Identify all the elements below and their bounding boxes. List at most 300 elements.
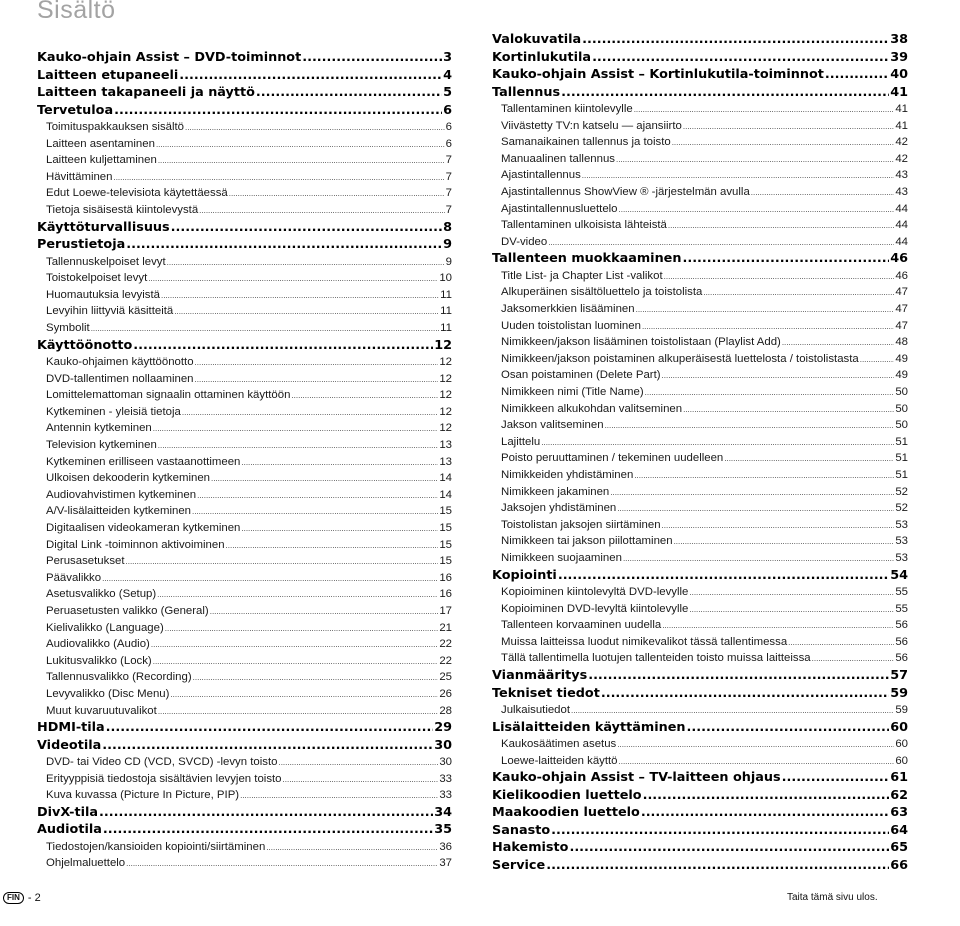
toc-entry-title: Toistokelpoiset levyt xyxy=(46,272,148,285)
toc-dot-leader xyxy=(617,737,894,753)
toc-entry-title: Digitaalisen videokameran kytkeminen xyxy=(46,521,241,534)
toc-entry-title: Kielivalikko (Language) xyxy=(46,621,164,634)
toc-section-entry xyxy=(37,354,452,371)
toc-dot-leader xyxy=(689,602,894,618)
toc-entry-title: Videotila xyxy=(37,737,102,753)
toc-page-number: 3 xyxy=(443,50,452,65)
toc-dot-leader xyxy=(782,769,890,787)
toc-page-number: 12 xyxy=(439,422,452,435)
toc-dot-leader xyxy=(782,335,895,351)
toc-dot-leader xyxy=(623,551,894,567)
toc-section-entry xyxy=(37,537,452,554)
toc-entry-title: Perustietoja xyxy=(37,237,126,253)
toc-page-number: 8 xyxy=(443,219,452,235)
toc-chapter-entry xyxy=(37,337,452,355)
toc-page-number: 60 xyxy=(895,754,908,767)
toc-entry-title: Digital Link -toiminnon aktivoiminen xyxy=(46,538,225,551)
toc-section-entry xyxy=(37,185,452,202)
toc-chapter-entry xyxy=(37,236,452,254)
toc-page-number: 15 xyxy=(439,521,452,534)
toc-entry-title: DV-video xyxy=(501,235,548,248)
toc-page-number: 28 xyxy=(439,704,452,717)
toc-dot-leader xyxy=(703,285,894,301)
toc-page-number: 60 xyxy=(895,738,908,751)
toc-page-number: 12 xyxy=(439,372,452,385)
toc-section-entry xyxy=(492,484,908,501)
toc-page-number: 66 xyxy=(890,857,908,873)
toc-entry-title: Tietoja sisäisestä kiintolevystä xyxy=(46,203,199,216)
toc-section-entry xyxy=(492,500,908,517)
toc-section-entry xyxy=(492,736,908,753)
toc-page-number: 55 xyxy=(895,602,908,615)
toc-section-entry xyxy=(492,634,908,651)
toc-dot-leader xyxy=(582,168,895,184)
toc-chapter-entry xyxy=(492,84,908,102)
toc-section-entry xyxy=(492,268,908,285)
toc-section-entry xyxy=(37,570,452,587)
toc-dot-leader xyxy=(157,587,438,603)
toc-section-entry xyxy=(492,533,908,550)
toc-section-entry xyxy=(37,119,452,136)
toc-dot-leader xyxy=(106,719,434,737)
toc-dot-leader xyxy=(179,67,442,85)
toc-section-entry xyxy=(37,620,452,637)
toc-entry-title: Osan poistaminen (Delete Part) xyxy=(501,369,661,382)
toc-page-number: 35 xyxy=(434,822,452,838)
toc-page-number: 60 xyxy=(890,719,908,735)
toc-entry-title: Laitteen takapaneeli ja näyttö xyxy=(37,85,255,100)
toc-page-number: 50 xyxy=(895,419,908,432)
toc-dot-leader xyxy=(241,521,438,537)
toc-entry-title: Jaksojen yhdistäminen xyxy=(501,502,617,515)
toc-section-entry xyxy=(37,152,452,169)
toc-dot-leader xyxy=(610,485,894,501)
toc-section-entry xyxy=(492,401,908,418)
toc-dot-leader xyxy=(195,372,439,388)
toc-page-number: 63 xyxy=(890,805,908,821)
toc-section-entry xyxy=(37,270,452,287)
toc-dot-leader xyxy=(636,302,895,318)
toc-dot-leader xyxy=(724,451,894,467)
toc-right-column xyxy=(492,31,908,874)
toc-entry-title: Kauko-ohjain Assist – TV-laitteen ohjaus xyxy=(492,770,781,786)
toc-section-entry xyxy=(37,771,452,788)
toc-section-entry xyxy=(37,603,452,620)
toc-chapter-entry xyxy=(492,250,908,268)
toc-section-entry xyxy=(492,367,908,384)
toc-entry-title: Nimikkeiden yhdistäminen xyxy=(501,468,634,481)
toc-chapter-entry xyxy=(492,719,908,737)
toc-section-entry xyxy=(37,404,452,421)
toc-entry-title: Julkaisutiedot xyxy=(501,704,571,716)
toc-dot-leader xyxy=(197,488,438,504)
toc-page-number: 62 xyxy=(890,787,908,803)
toc-section-entry xyxy=(37,653,452,670)
toc-entry-title: Nimikkeen tai jakson piilottaminen xyxy=(501,535,673,548)
toc-chapter-entry xyxy=(492,804,908,822)
toc-dot-leader xyxy=(102,571,438,587)
toc-entry-title: Tallentaminen ulkoisista lähteistä xyxy=(501,219,667,232)
toc-dot-leader xyxy=(569,839,889,857)
toc-page-number: 50 xyxy=(895,402,908,415)
toc-entry-title: Kielikoodien luettelo xyxy=(492,787,642,803)
toc-dot-leader xyxy=(226,538,439,554)
toc-dot-leader xyxy=(619,754,895,770)
toc-dot-leader xyxy=(192,504,438,520)
page-number-label: - 2 xyxy=(27,892,41,904)
toc-dot-leader xyxy=(668,218,894,234)
toc-dot-leader xyxy=(601,685,889,703)
toc-entry-title: Samanaikainen tallennus ja toisto xyxy=(501,136,671,149)
toc-entry-title: Huomautuksia levyistä xyxy=(46,288,160,301)
toc-dot-leader xyxy=(682,250,889,268)
toc-section-entry xyxy=(37,686,452,703)
toc-page-number: 53 xyxy=(895,535,908,548)
toc-dot-leader xyxy=(158,438,439,454)
toc-page-number: 17 xyxy=(439,604,452,617)
toc-dot-leader xyxy=(278,755,438,771)
toc-entry-title: Antennin kytkeminen xyxy=(46,422,152,435)
toc-section-entry xyxy=(492,450,908,467)
toc-dot-leader xyxy=(662,518,895,534)
toc-section-entry xyxy=(492,301,908,318)
fold-out-note: Taita tämä sivu ulos. xyxy=(787,892,878,903)
toc-page-number: 51 xyxy=(895,468,908,481)
toc-entry-title: Valokuvatila xyxy=(492,32,582,47)
toc-dot-leader xyxy=(240,788,438,804)
toc-section-entry xyxy=(492,184,908,201)
toc-chapter-entry xyxy=(492,667,908,685)
toc-section-entry xyxy=(37,520,452,537)
toc-section-entry xyxy=(492,517,908,534)
toc-page-number: 12 xyxy=(439,389,452,402)
toc-dot-leader xyxy=(185,120,445,136)
toc-section-entry xyxy=(37,855,452,872)
toc-page-number: 53 xyxy=(895,551,908,564)
toc-dot-leader xyxy=(148,271,438,287)
toc-entry-title: Service xyxy=(492,857,546,873)
toc-dot-leader xyxy=(151,637,438,653)
toc-entry-title: Kauko-ohjain Assist – DVD-toiminnot xyxy=(37,50,302,65)
toc-section-entry xyxy=(37,320,452,337)
toc-dot-leader xyxy=(582,31,889,49)
toc-dot-leader xyxy=(592,49,889,67)
toc-page-number: 37 xyxy=(439,857,452,870)
toc-entry-title: Lajittelu xyxy=(501,435,541,448)
toc-entry-title: Maakoodien luettelo xyxy=(492,805,640,821)
toc-dot-leader xyxy=(211,471,438,487)
toc-page-number: 16 xyxy=(439,588,452,601)
toc-page-number: 57 xyxy=(890,668,908,683)
toc-entry-title: Tiedostojen/kansioiden kopiointi/siirtäminen xyxy=(46,840,266,853)
toc-page-number: 14 xyxy=(439,488,452,501)
toc-entry-title: DivX-tila xyxy=(37,804,99,820)
toc-section-entry xyxy=(492,384,908,401)
toc-dot-leader xyxy=(751,185,895,201)
toc-page-number: 5 xyxy=(443,85,452,100)
toc-page-number: 13 xyxy=(439,455,452,468)
toc-page-number: 41 xyxy=(895,119,908,132)
toc-page-number: 43 xyxy=(895,169,908,182)
toc-entry-title: DVD- tai Video CD (VCD, SVCD) -levyn toisto xyxy=(46,756,278,769)
toc-section-entry xyxy=(37,787,452,804)
toc-dot-leader xyxy=(199,203,445,219)
toc-page-number: 15 xyxy=(439,555,452,568)
toc-entry-title: Tekniset tiedot xyxy=(492,685,600,701)
toc-entry-title: Tallentaminen kiintolevylle xyxy=(501,103,633,115)
toc-entry-title: Vianmääritys xyxy=(492,668,588,683)
toc-chapter-entry xyxy=(492,857,908,875)
toc-section-entry xyxy=(492,151,908,168)
toc-chapter-entry xyxy=(492,822,908,840)
toc-page-number: 61 xyxy=(890,770,908,786)
toc-entry-title: Jakson valitseminen xyxy=(501,419,604,432)
toc-page-number: 46 xyxy=(895,269,908,282)
toc-dot-leader xyxy=(642,319,894,335)
toc-section-entry xyxy=(492,284,908,301)
toc-section-entry xyxy=(492,601,908,618)
toc-dot-leader xyxy=(619,202,895,218)
toc-page-number: 51 xyxy=(895,452,908,465)
toc-entry-title: Loewe-laitteiden käyttö xyxy=(501,754,618,767)
toc-entry-title: Audiovalikko (Audio) xyxy=(46,638,150,651)
toc-chapter-entry xyxy=(492,567,908,585)
toc-entry-title: Laitteen kuljettaminen xyxy=(46,154,157,167)
toc-dot-leader xyxy=(182,405,438,421)
toc-entry-title: Nimikkeen jakaminen xyxy=(501,485,610,498)
toc-page-number: 6 xyxy=(445,121,452,133)
toc-entry-title: A/V-lisälaitteiden kytkeminen xyxy=(46,505,191,518)
toc-dot-leader xyxy=(102,737,433,755)
toc-section-entry xyxy=(492,167,908,184)
toc-page-number: 42 xyxy=(895,136,908,149)
toc-left-column xyxy=(37,49,452,872)
toc-page-number: 22 xyxy=(439,638,452,651)
toc-page-number: 33 xyxy=(439,772,452,785)
toc-entry-title: Käyttöönotto xyxy=(37,337,133,353)
toc-entry-title: HDMI-tila xyxy=(37,720,105,736)
toc-section-entry xyxy=(492,417,908,434)
toc-dot-leader xyxy=(561,84,889,102)
toc-dot-leader xyxy=(645,385,895,401)
toc-section-entry xyxy=(37,169,452,186)
toc-section-entry xyxy=(492,617,908,634)
toc-chapter-entry xyxy=(37,67,452,85)
toc-entry-title: Tallenteen muokkaaminen xyxy=(492,251,682,267)
toc-page-number: 55 xyxy=(895,586,908,599)
toc-page-number: 47 xyxy=(895,303,908,316)
toc-section-entry xyxy=(37,839,452,856)
toc-entry-title: Laitteen etupaneeli xyxy=(37,67,179,83)
toc-dot-leader xyxy=(548,235,894,251)
toc-dot-leader xyxy=(158,153,445,169)
toc-dot-leader xyxy=(302,49,442,67)
page-number xyxy=(3,892,41,904)
toc-page-number: 59 xyxy=(895,704,908,716)
toc-entry-title: Tallennusvalikko (Recording) xyxy=(46,671,192,684)
toc-entry-title: Kortinlukutila xyxy=(492,49,592,65)
toc-entry-title: Manuaalinen tallennus xyxy=(501,152,615,165)
toc-page-number: 52 xyxy=(895,502,908,515)
toc-dot-leader xyxy=(229,186,445,202)
toc-entry-title: Nimikkeen nimi (Title Name) xyxy=(501,386,644,398)
toc-entry-title: Tallennus xyxy=(492,84,561,100)
toc-entry-title: Levyvalikko (Disc Menu) xyxy=(46,687,170,700)
toc-page-number: 51 xyxy=(895,435,908,448)
toc-entry-title: Toistolistan jaksojen siirtäminen xyxy=(501,518,661,531)
toc-entry-title: Nimikkeen/jakson poistaminen alkuperäisestä luettelosta / toistolistasta xyxy=(501,352,859,365)
toc-page-number: 9 xyxy=(443,237,452,253)
toc-section-entry xyxy=(492,753,908,770)
toc-page-number: 34 xyxy=(434,804,452,820)
toc-entry-title: Perusasetukset xyxy=(46,555,125,568)
toc-dot-leader xyxy=(616,152,894,168)
toc-page-number: 7 xyxy=(445,187,452,200)
toc-section-entry xyxy=(37,669,452,686)
toc-page-number: 6 xyxy=(445,137,452,150)
toc-entry-title: Erityyppisiä tiedostoja sisältävien levyjen toisto xyxy=(46,772,282,785)
toc-page-number: 53 xyxy=(895,518,908,531)
toc-entry-title: DVD-tallentimen nollaaminen xyxy=(46,372,194,385)
toc-section-entry xyxy=(37,503,452,520)
toc-entry-title: Nimikkeen suojaaminen xyxy=(501,551,622,564)
toc-dot-leader xyxy=(174,304,439,320)
toc-entry-title: Kopioiminen kiintolevyltä DVD-levylle xyxy=(501,586,689,599)
toc-page-number: 65 xyxy=(890,840,908,856)
toc-entry-title: Nimikkeen/jakson lisääminen toistolistaan (Playlist Add) xyxy=(501,336,781,349)
toc-entry-title: Ajastintallennusluettelo xyxy=(501,202,618,215)
toc-chapter-entry xyxy=(37,737,452,755)
toc-dot-leader xyxy=(662,368,895,384)
toc-dot-leader xyxy=(241,455,438,471)
toc-section-entry xyxy=(492,318,908,335)
toc-section-entry xyxy=(492,134,908,151)
toc-dot-leader xyxy=(153,654,439,670)
toc-entry-title: Tallenteen korvaaminen uudella xyxy=(501,619,662,632)
toc-dot-leader xyxy=(165,621,439,637)
toc-page-number: 25 xyxy=(439,671,452,684)
toc-dot-leader xyxy=(541,435,894,451)
toc-dot-leader xyxy=(193,670,439,686)
toc-section-entry xyxy=(492,467,908,484)
toc-section-entry xyxy=(37,371,452,388)
toc-dot-leader xyxy=(634,102,895,118)
toc-section-entry xyxy=(492,702,908,719)
toc-page-number: 16 xyxy=(439,571,452,584)
toc-page-number: 64 xyxy=(890,822,908,838)
toc-entry-title: Peruasetusten valikko (General) xyxy=(46,604,209,617)
toc-section-entry xyxy=(492,334,908,351)
toc-page-number: 11 xyxy=(440,321,452,334)
toc-dot-leader xyxy=(641,804,889,822)
toc-dot-leader xyxy=(788,635,894,651)
toc-dot-leader xyxy=(662,618,894,634)
toc-dot-leader xyxy=(133,337,433,355)
toc-page-number: 56 xyxy=(895,619,908,632)
toc-page-number: 9 xyxy=(445,255,452,268)
toc-section-entry xyxy=(37,202,452,219)
toc-section-entry xyxy=(37,254,452,271)
toc-dot-leader xyxy=(617,501,894,517)
toc-entry-title: Jaksomerkkien lisääminen xyxy=(501,303,635,316)
toc-dot-leader xyxy=(99,804,433,822)
toc-chapter-entry xyxy=(492,31,908,49)
toc-entry-title: Muissa laitteissa luodut nimikevalikot tässä tallentimessa xyxy=(501,635,788,648)
toc-dot-leader xyxy=(167,255,445,271)
toc-entry-title: Asetusvalikko (Setup) xyxy=(46,588,157,601)
page-title: Sisältö xyxy=(37,0,116,24)
toc-section-entry xyxy=(37,553,452,570)
toc-page-number: 13 xyxy=(439,439,452,451)
toc-dot-leader xyxy=(860,352,895,368)
toc-page-number: 39 xyxy=(890,49,908,65)
toc-page-number: 11 xyxy=(440,305,452,318)
toc-section-entry xyxy=(492,351,908,368)
toc-page-number: 41 xyxy=(890,84,908,100)
toc-page-number: 56 xyxy=(895,652,908,665)
toc-dot-leader xyxy=(672,135,895,151)
toc-page-number: 42 xyxy=(895,152,908,165)
toc-section-entry xyxy=(37,586,452,603)
toc-entry-title: Audiotila xyxy=(37,822,102,838)
toc-dot-leader xyxy=(291,388,438,404)
toc-dot-leader xyxy=(283,772,439,788)
toc-page-number: 40 xyxy=(890,67,908,82)
toc-entry-title: Ajastintallennus xyxy=(501,169,581,182)
toc-page-number: 52 xyxy=(895,485,908,498)
toc-dot-leader xyxy=(126,554,439,570)
toc-page-number: 43 xyxy=(895,185,908,198)
toc-entry-title: Ajastintallennus ShowView ® -järjestelmän avulla xyxy=(501,185,750,198)
toc-entry-title: Kaukosäätimen asetus xyxy=(501,738,617,751)
toc-dot-leader xyxy=(126,236,442,254)
toc-section-entry xyxy=(37,287,452,304)
toc-page-number: 7 xyxy=(445,203,452,216)
toc-section-entry xyxy=(492,201,908,218)
toc-dot-leader xyxy=(171,219,442,237)
toc-section-entry xyxy=(37,303,452,320)
toc-entry-title: Tervetuloa xyxy=(37,102,114,118)
toc-page-number: 33 xyxy=(439,789,452,802)
toc-section-entry xyxy=(37,636,452,653)
toc-page-number: 7 xyxy=(445,154,452,167)
toc-page-number: 22 xyxy=(439,654,452,667)
toc-section-entry xyxy=(492,118,908,135)
toc-section-entry xyxy=(37,454,452,471)
toc-section-entry xyxy=(37,420,452,437)
toc-page-number: 29 xyxy=(434,720,452,736)
toc-dot-leader xyxy=(664,269,895,285)
toc-entry-title: Levyihin liittyviä käsitteitä xyxy=(46,305,174,318)
toc-entry-title: Hävittäminen xyxy=(46,170,113,183)
toc-page-number: 50 xyxy=(895,386,908,398)
toc-chapter-entry xyxy=(492,49,908,67)
toc-section-entry xyxy=(37,754,452,771)
toc-section-entry xyxy=(37,437,452,454)
language-badge: FIN xyxy=(3,892,24,904)
toc-dot-leader xyxy=(158,704,439,720)
toc-dot-leader xyxy=(588,667,889,685)
toc-page-number: 59 xyxy=(890,685,908,701)
toc-entry-title: Symbolit xyxy=(46,321,90,334)
toc-entry-title: Sanasto xyxy=(492,822,551,838)
toc-chapter-entry xyxy=(492,787,908,805)
toc-page-number: 48 xyxy=(895,336,908,349)
toc-entry-title: Laitteen asentaminen xyxy=(46,137,155,150)
toc-page-number: 14 xyxy=(439,472,452,485)
toc-page-number: 54 xyxy=(890,567,908,583)
toc-dot-leader xyxy=(571,703,894,719)
